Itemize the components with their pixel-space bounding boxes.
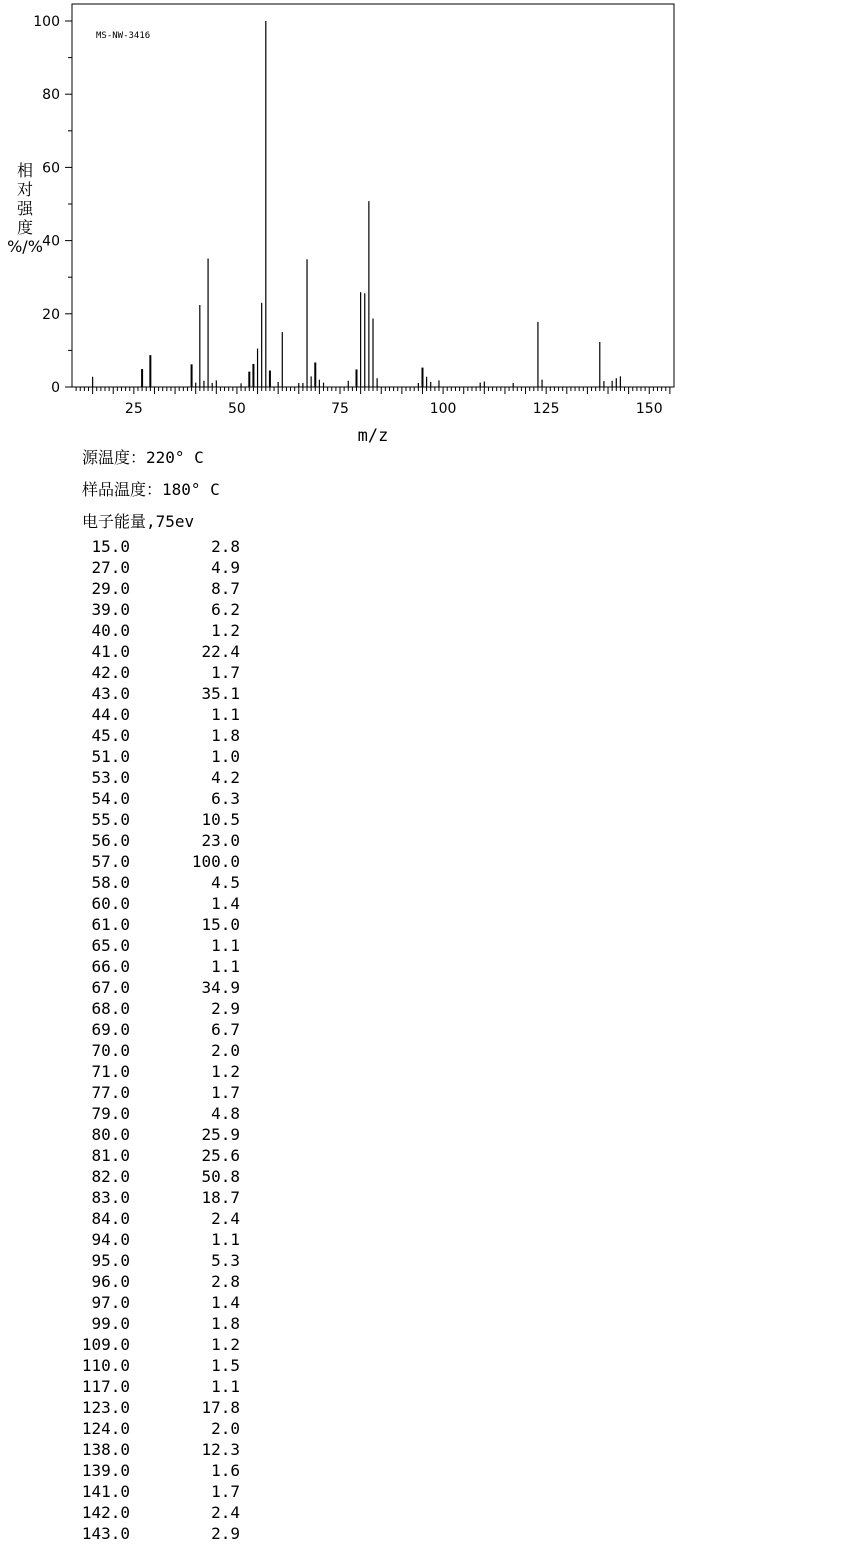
x-tick-label: 50 <box>228 401 246 417</box>
mz-value: 66.0 <box>91 957 130 976</box>
y-axis-title-char: 对 <box>16 180 34 199</box>
mz-value: 40.0 <box>91 621 130 640</box>
table-row <box>76 1124 246 1145</box>
x-tick-label: 25 <box>124 401 143 417</box>
mz-value: 68.0 <box>91 999 130 1018</box>
table-row <box>76 1019 246 1040</box>
intensity-value: 2.8 <box>211 1272 240 1291</box>
sample-temperature: 样品温度：180° C <box>82 480 220 499</box>
mz-value: 143.0 <box>81 1524 130 1543</box>
table-row <box>76 956 246 977</box>
table-row <box>76 851 246 872</box>
intensity-value: 6.7 <box>211 1020 240 1039</box>
intensity-value: 50.8 <box>201 1167 240 1186</box>
table-row <box>76 746 246 767</box>
mz-value: 53.0 <box>91 768 130 787</box>
table-row <box>76 1061 246 1082</box>
intensity-value: 1.2 <box>211 621 240 640</box>
y-axis-title-char: 度 <box>16 218 34 237</box>
intensity-value: 25.9 <box>201 1125 240 1144</box>
mz-value: 55.0 <box>91 810 130 829</box>
table-row <box>76 1481 246 1502</box>
intensity-value: 1.5 <box>211 1356 240 1375</box>
table-row <box>76 767 246 788</box>
intensity-value: 100.0 <box>191 852 240 871</box>
table-row <box>76 1040 246 1061</box>
y-tick-label: 40 <box>42 233 60 250</box>
x-tick-label: 125 <box>532 401 560 417</box>
x-axis-title: m/z <box>357 426 389 446</box>
mz-value: 57.0 <box>91 852 130 871</box>
table-row <box>76 1292 246 1313</box>
mz-value: 43.0 <box>91 684 130 703</box>
table-row <box>76 536 246 557</box>
intensity-value: 1.8 <box>211 1314 240 1333</box>
mz-value: 95.0 <box>91 1251 130 1270</box>
table-row <box>76 704 246 725</box>
y-tick-label: 20 <box>42 306 60 323</box>
mass-spectrum-chart <box>0 0 850 450</box>
table-row <box>76 1313 246 1334</box>
mz-value: 44.0 <box>91 705 130 724</box>
table-row <box>76 662 246 683</box>
intensity-value: 1.7 <box>211 1083 240 1102</box>
mz-value: 65.0 <box>91 936 130 955</box>
intensity-value: 1.8 <box>211 726 240 745</box>
intensity-value: 17.8 <box>201 1398 240 1417</box>
intensity-value: 4.9 <box>211 558 240 577</box>
intensity-value: 8.7 <box>211 579 240 598</box>
table-row <box>76 578 246 599</box>
table-row <box>76 683 246 704</box>
intensity-value: 2.4 <box>211 1503 240 1522</box>
intensity-value: 4.5 <box>211 873 240 892</box>
y-axis-title-char: %/% <box>7 237 43 256</box>
mz-value: 82.0 <box>91 1167 130 1186</box>
intensity-value: 2.4 <box>211 1209 240 1228</box>
table-row <box>76 809 246 830</box>
mz-value: 41.0 <box>91 642 130 661</box>
intensity-value: 1.6 <box>211 1461 240 1480</box>
peak-bars <box>93 21 621 387</box>
intensity-value: 1.1 <box>211 1377 240 1396</box>
x-tick-label: 100 <box>429 401 457 417</box>
y-axis <box>33 14 72 396</box>
mz-value: 29.0 <box>91 579 130 598</box>
intensity-value: 5.3 <box>211 1251 240 1270</box>
y-axis-title-char: 相 <box>16 161 34 180</box>
mz-value: 138.0 <box>81 1440 130 1459</box>
mz-value: 94.0 <box>91 1230 130 1249</box>
mz-value: 60.0 <box>91 894 130 913</box>
table-row <box>76 935 246 956</box>
table-row <box>76 641 246 662</box>
intensity-value: 2.0 <box>211 1041 240 1060</box>
mz-value: 77.0 <box>91 1083 130 1102</box>
intensity-value: 2.0 <box>211 1419 240 1438</box>
intensity-value: 6.3 <box>211 789 240 808</box>
mz-value: 109.0 <box>81 1335 130 1354</box>
table-row <box>76 1502 246 1523</box>
table-row <box>76 1271 246 1292</box>
mz-value: 51.0 <box>91 747 130 766</box>
table-row <box>76 725 246 746</box>
y-axis-title-char: 强 <box>16 199 34 218</box>
table-row <box>76 1145 246 1166</box>
mz-value: 81.0 <box>91 1146 130 1165</box>
intensity-value: 2.9 <box>211 1524 240 1543</box>
table-row <box>76 1355 246 1376</box>
y-tick-label: 60 <box>42 160 60 177</box>
peak-table <box>76 536 246 1544</box>
mz-value: 141.0 <box>81 1482 130 1501</box>
x-tick-label: 150 <box>635 401 663 417</box>
table-row <box>76 1082 246 1103</box>
table-row <box>76 977 246 998</box>
mz-value: 70.0 <box>91 1041 130 1060</box>
intensity-value: 1.4 <box>211 894 240 913</box>
intensity-value: 35.1 <box>201 684 240 703</box>
table-row <box>76 872 246 893</box>
mz-value: 139.0 <box>81 1461 130 1480</box>
x-axis <box>76 387 670 417</box>
table-row <box>76 914 246 935</box>
table-row <box>76 1460 246 1481</box>
mz-value: 61.0 <box>91 915 130 934</box>
x-tick-label: 75 <box>331 401 349 417</box>
intensity-value: 34.9 <box>201 978 240 997</box>
intensity-value: 4.2 <box>211 768 240 787</box>
mz-value: 83.0 <box>91 1188 130 1207</box>
table-row <box>76 1166 246 1187</box>
intensity-value: 1.2 <box>211 1335 240 1354</box>
mz-value: 56.0 <box>91 831 130 850</box>
mz-value: 117.0 <box>81 1377 130 1396</box>
table-row <box>76 1397 246 1418</box>
table-row <box>76 1439 246 1460</box>
mz-value: 71.0 <box>91 1062 130 1081</box>
mz-value: 79.0 <box>91 1104 130 1123</box>
y-tick-label: 0 <box>51 380 60 396</box>
intensity-value: 6.2 <box>211 600 240 619</box>
intensity-value: 1.7 <box>211 663 240 682</box>
y-tick-label: 80 <box>42 87 60 104</box>
table-row <box>76 620 246 641</box>
intensity-value: 1.0 <box>211 747 240 766</box>
intensity-value: 12.3 <box>201 1440 240 1459</box>
intensity-value: 18.7 <box>201 1188 240 1207</box>
table-row <box>76 1523 246 1544</box>
mz-value: 54.0 <box>91 789 130 808</box>
table-row <box>76 1418 246 1439</box>
table-row <box>76 557 246 578</box>
mz-value: 80.0 <box>91 1125 130 1144</box>
intensity-value: 1.1 <box>211 705 240 724</box>
y-tick-label: 100 <box>33 14 60 30</box>
mz-value: 123.0 <box>81 1398 130 1417</box>
intensity-value: 15.0 <box>201 915 240 934</box>
intensity-value: 1.1 <box>211 936 240 955</box>
intensity-value: 1.2 <box>211 1062 240 1081</box>
mz-value: 110.0 <box>81 1356 130 1375</box>
mz-value: 45.0 <box>91 726 130 745</box>
intensity-value: 4.8 <box>211 1104 240 1123</box>
y-axis-title <box>7 161 43 256</box>
mz-value: 67.0 <box>91 978 130 997</box>
intensity-value: 23.0 <box>201 831 240 850</box>
table-row <box>76 1334 246 1355</box>
intensity-value: 1.1 <box>211 1230 240 1249</box>
mz-value: 142.0 <box>81 1503 130 1522</box>
table-row <box>76 1187 246 1208</box>
spectrum-id-label: MS-NW-3416 <box>96 31 151 41</box>
mz-value: 97.0 <box>91 1293 130 1312</box>
intensity-value: 22.4 <box>201 642 240 661</box>
mz-value: 99.0 <box>91 1314 130 1333</box>
intensity-value: 2.9 <box>211 999 240 1018</box>
table-row <box>76 1229 246 1250</box>
mz-value: 27.0 <box>91 558 130 577</box>
electron-energy: 电子能量,75ev <box>82 512 195 531</box>
table-row <box>76 1103 246 1124</box>
table-row <box>76 830 246 851</box>
intensity-value: 1.4 <box>211 1293 240 1312</box>
mz-value: 15.0 <box>91 537 130 556</box>
intensity-value: 2.8 <box>211 537 240 556</box>
source-temperature: 源温度：220° C <box>82 448 204 467</box>
intensity-value: 1.7 <box>211 1482 240 1501</box>
mz-value: 58.0 <box>91 873 130 892</box>
intensity-value: 25.6 <box>201 1146 240 1165</box>
intensity-value: 1.1 <box>211 957 240 976</box>
table-row <box>76 599 246 620</box>
table-row <box>76 893 246 914</box>
mz-value: 96.0 <box>91 1272 130 1291</box>
table-row <box>76 1208 246 1229</box>
mz-value: 69.0 <box>91 1020 130 1039</box>
mz-value: 42.0 <box>91 663 130 682</box>
intensity-value: 10.5 <box>201 810 240 829</box>
table-row <box>76 788 246 809</box>
mz-value: 124.0 <box>81 1419 130 1438</box>
mz-value: 84.0 <box>91 1209 130 1228</box>
table-row <box>76 998 246 1019</box>
table-row <box>76 1376 246 1397</box>
table-row <box>76 1250 246 1271</box>
mz-value: 39.0 <box>91 600 130 619</box>
